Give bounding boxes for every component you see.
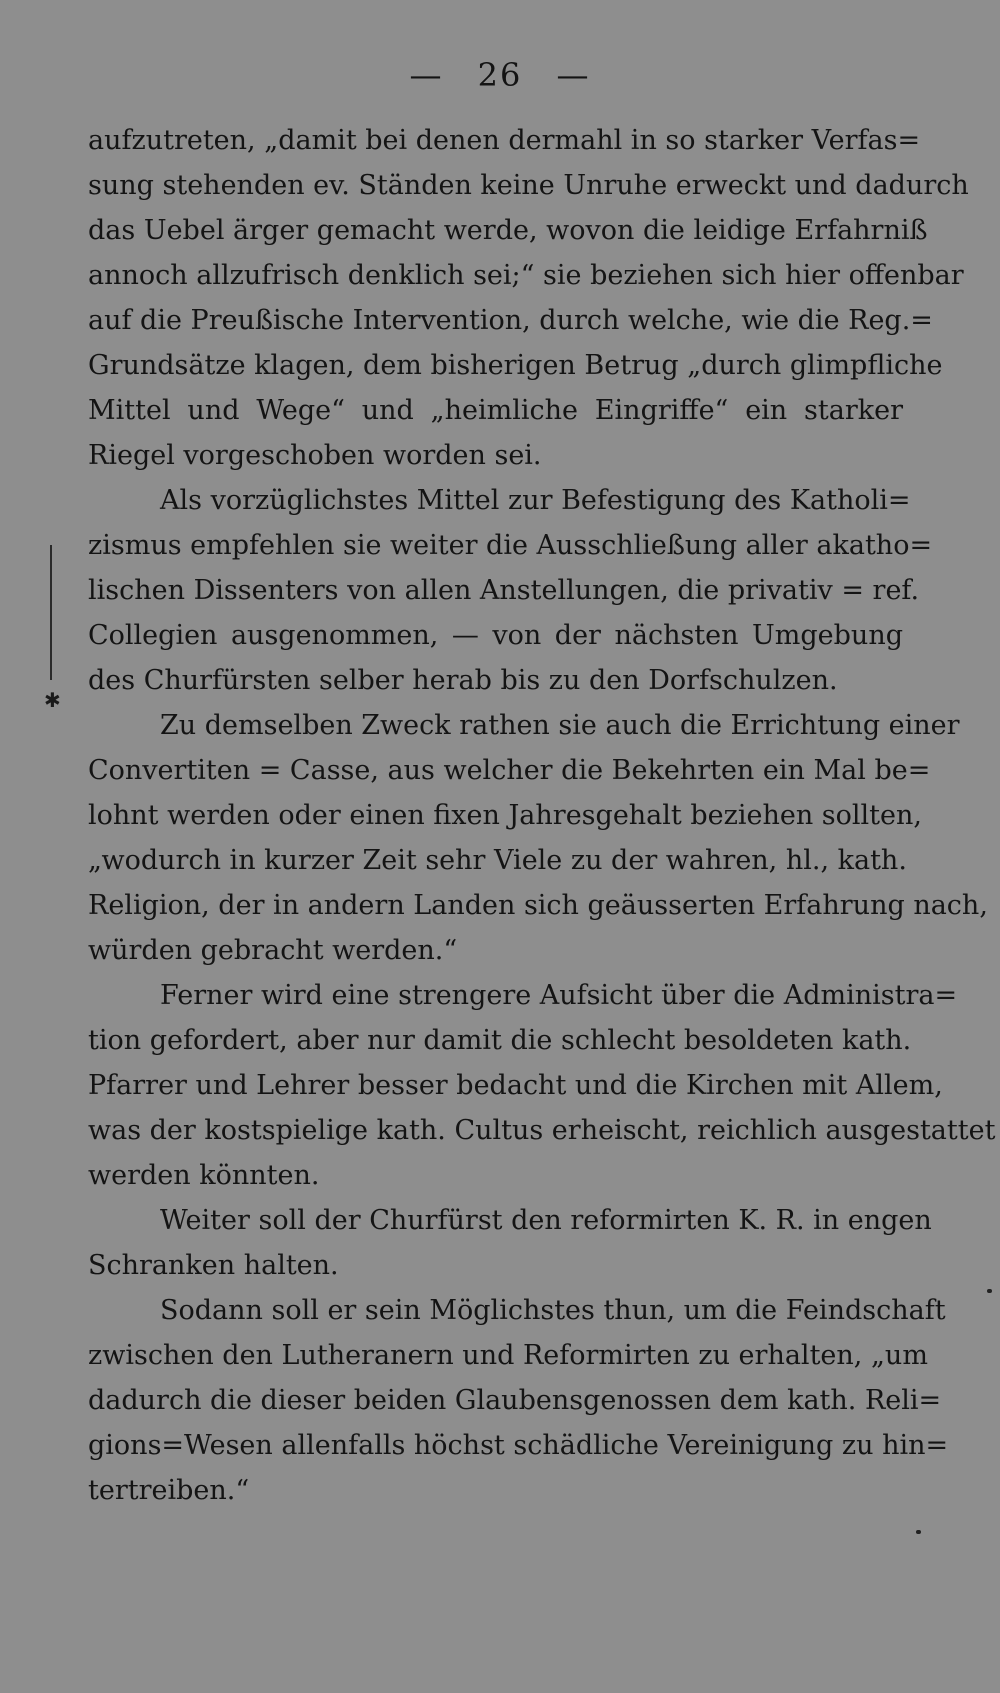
text-line: zismus empfehlen sie weiter die Ausschließung aller akatho= [88, 530, 933, 561]
text-line: Grundsätze klagen, dem bisherigen Betrug „durch glimpfliche [88, 350, 943, 381]
text-line: Collegien ausgenommen, — von der nächsten Umgebung [88, 620, 903, 651]
text-line: gions=Wesen allenfalls höchst schädliche Vereinigung zu hin= [88, 1430, 949, 1461]
text-line: annoch allzufrisch denklich sei;“ sie beziehen sich hier offenbar [88, 260, 964, 291]
text-line: Religion, der in andern Landen sich geäusserten Erfahrung nach, [88, 890, 988, 921]
text-line: Als vorzüglichstes Mittel zur Befestigung des Katholi= [160, 485, 911, 516]
text-line: werden könnten. [88, 1160, 320, 1191]
text-line: Weiter soll der Churfürst den reformirten K. R. in engen [160, 1205, 932, 1236]
text-line: sung stehenden ev. Ständen keine Unruhe erweckt und dadurch [88, 170, 969, 201]
ink-speck [987, 1289, 992, 1293]
paragraph [88, 478, 933, 703]
text-line: aufzutreten, „damit bei denen dermahl in so starker Verfas= [88, 125, 921, 156]
text-line: was der kostspielige kath. Cultus erheischt, reichlich ausgestattet [88, 1115, 996, 1146]
paragraph [88, 118, 969, 478]
header-dash-right: — [556, 56, 591, 94]
text-line: tertreiben.“ [88, 1475, 250, 1506]
margin-mark: ✱ [44, 688, 61, 712]
header-dash-left: — [409, 56, 444, 94]
text-line: dadurch die dieser beiden Glaubensgenossen dem kath. Reli= [88, 1385, 942, 1416]
text-line: lohnt werden oder einen fixen Jahresgehalt beziehen sollten, [88, 800, 922, 831]
paragraph [88, 1288, 949, 1513]
page-number: 26 [477, 56, 523, 94]
text-line: Schranken halten. [88, 1250, 339, 1281]
text-line: lischen Dissenters von allen Anstellungen, die privativ = ref. [88, 575, 920, 606]
body-text [88, 118, 996, 1513]
paragraph [88, 973, 996, 1198]
text-line: zwischen den Lutheranern und Reformirten zu erhalten, „um [88, 1340, 928, 1371]
paragraph [88, 703, 988, 973]
text-line: „wodurch in kurzer Zeit sehr Viele zu der wahren, hl., kath. [88, 845, 907, 876]
margin-rule [50, 545, 52, 680]
text-line: Riegel vorgeschoben worden sei. [88, 440, 542, 471]
text-line: Pfarrer und Lehrer besser bedacht und die Kirchen mit Allem, [88, 1070, 943, 1101]
text-line: Zu demselben Zweck rathen sie auch die Errichtung einer [160, 710, 960, 741]
text-line: Ferner wird eine strengere Aufsicht über die Administra= [160, 980, 958, 1011]
text-line: tion gefordert, aber nur damit die schlecht besoldeten kath. [88, 1025, 912, 1056]
text-line: das Uebel ärger gemacht werde, wovon die leidige Erfahrniß [88, 215, 928, 246]
ink-speck [916, 1530, 921, 1534]
text-line: würden gebracht werden.“ [88, 935, 458, 966]
text-line: Sodann soll er sein Möglichstes thun, um die Feindschaft [160, 1295, 946, 1326]
text-line: Convertiten = Casse, aus welcher die Bekehrten ein Mal be= [88, 755, 931, 786]
paragraph [88, 1198, 932, 1288]
text-line: auf die Preußische Intervention, durch welche, wie die Reg.= [88, 305, 933, 336]
text-line: Mittel und Wege“ und „heimliche Eingriffe“ ein starker [88, 395, 903, 426]
page-header [0, 56, 1000, 94]
text-line: des Churfürsten selber herab bis zu den Dorfschulzen. [88, 665, 838, 696]
